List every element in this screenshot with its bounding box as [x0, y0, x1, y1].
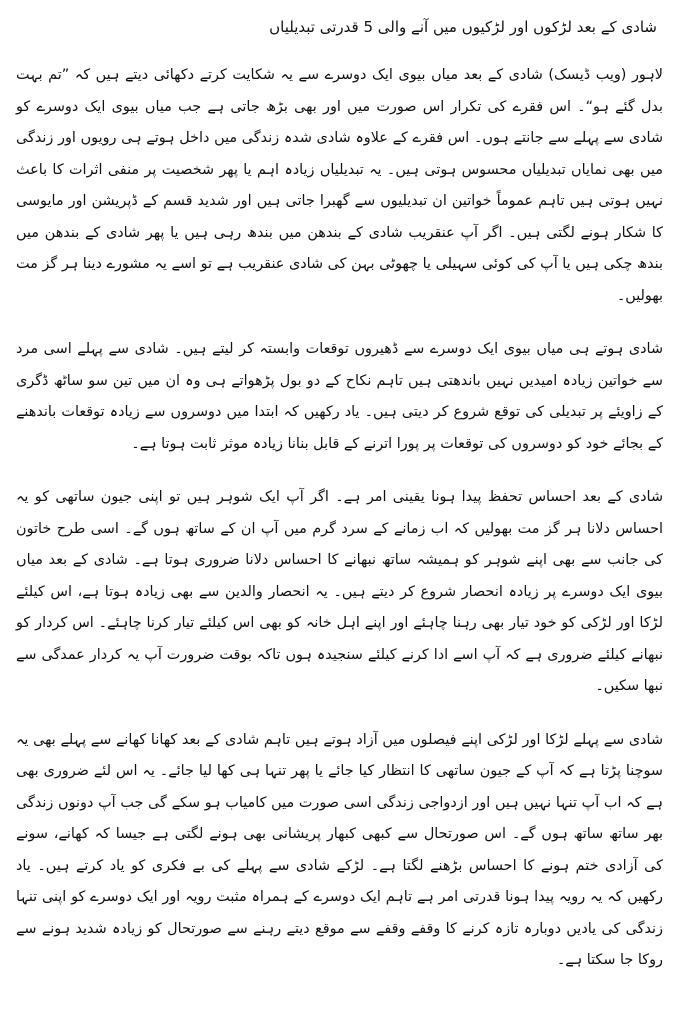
article-paragraph: لاہور (ویب ڈیسک) شادی کے بعد میاں بیوی ایک دوسرے سے یہ شکایت کرتے دکھائی دیتے ہیں کہ ”تم بہت بدل گئے ہو“۔ اس فقرے کی تکرار اس صورت میں اور بھی بڑھ جاتی ہے جب میاں بیوی ایک دوسرے کو شادی سے پہلے سے جانتے ہوں۔ اس فقرے کے علاوہ شادی شدہ زندگی میں داخل ہوتے ہی رویوں اور زندگی میں بھی نمایاں تبدیلیاں محسوس ہوتی ہیں۔ یہ تبدیلیاں زیادہ اہم یا پھر شخصیت پر منفی اثرات کا باعث نہیں ہوتی ہیں تاہم عموماً خواتین ان تبدیلیوں سے گھبرا جاتی ہیں اور شدید قسم کے ڈپریشن اور مایوسی کا شکار ہونے لگتی ہیں۔ اگر آپ عنقریب شادی کے بندھن میں بندھ رہی ہیں یا پھر شادی کے بندھن میں بندھ چکی ہیں یا آپ کی کوئی سہیلی یا چھوٹی بہن کی شادی عنقریب ہے تو اسے یہ مشورے دینا ہر گز مت بھولیں۔	[16, 67, 663, 304]
article-title: شادی کے بعد لڑکوں اور لڑکیوں میں آنے والی 5 قدرتی تبدیلیاں	[269, 18, 657, 36]
article-paragraph: شادی ہوتے ہی میاں بیوی ایک دوسرے سے ڈھیروں توقعات وابستہ کر لیتے ہیں۔ شادی سے پہلے اسی مرد سے خواتین زیادہ امیدیں نہیں باندھتی ہیں تاہم نکاح کے دو بول پڑھواتے ہی وہ ان میں تین سو ساٹھ ڈگری کے زاویئے پر تبدیلی کی توقع شروع کر دیتی ہیں۔ یاد رکھیں کہ ابتدا میں دوسروں سے زیادہ توقعات باندھنے کے بجائے خود کو دوسروں کی توقعات پر پورا اترنے کے قابل بنانا زیادہ موثر ثابت ہوتا ہے۔	[16, 341, 663, 452]
article-paragraph: شادی کے بعد احساس تحفظ پیدا ہونا یقینی امر ہے۔ اگر آپ ایک شوہر ہیں تو اپنی جیون ساتھی کو یہ احساس دلانا ہر گز مت بھولیں کہ اب زمانے کے سرد گرم میں آپ ان کے ساتھ ہوں گے۔ اسی طرح خاتون کی جانب سے بھی اپنے شوہر کو ہمیشہ ساتھ نبھانے کا احساس دلانا ضروری ہوتا ہے۔ شادی کے بعد میاں بیوی ایک دوسرے پر زیادہ انحصار شروع کر دیتے ہیں۔ یہ انحصار والدین سے بھی زیادہ ہوتا ہے، اس کیلئے لڑکا اور لڑکی کو خود تیار بھی رہنا چاہئے اور اپنے اہل خانہ کو بھی اس کیلئے تیار کرنا چاہئے۔ اس کردار کو نبھانے کیلئے ضروری ہے کہ آپ اسے ادا کرنے کیلئے سنجیدہ ہوں تاکہ بوقت ضرورت آپ یہ کردار عمدگی سے نبھا سکیں۔	[16, 489, 663, 694]
article-paragraph: شادی سے پہلے لڑکا اور لڑکی اپنے فیصلوں میں آزاد ہوتے ہیں تاہم شادی کے بعد کھانا کھانے سے پہلے بھی یہ سوچنا پڑتا ہے کہ آپ کے جیون ساتھی کا انتظار کیا جائے یا پھر تنہا ہی کھا لیا جائے۔ یہ اس لئے ضروری بھی ہے کہ اب آپ تنہا نہیں ہیں اور ازدواجی زندگی اسی صورت میں کامیاب ہو سکے گی جب آپ دونوں زندگی بھر ساتھ ساتھ ہوں گے۔ اس صورتحال سے کبھی کبھار پریشانی بھی ہونے لگتی ہے جیسا کہ کھانے، سونے کی آزادی ختم ہونے کا احساس بڑھنے لگتا ہے۔ لڑکے شادی سے پہلے کی بے فکری کو یاد کرتے ہیں۔ یاد رکھیں کہ یہ رویہ پیدا ہونا قدرتی امر ہے تاہم ایک دوسرے کے ہمراہ مثبت رویہ اور ایک دوسرے کو اپنی تنہا زندگی کی یادیں دوبارہ تازہ کرنے کا وقفے وقفے سے موقع دیتے رہنے سے صورتحال کو زیادہ شدید ہونے سے روکا جا سکتا ہے۔	[16, 731, 663, 968]
